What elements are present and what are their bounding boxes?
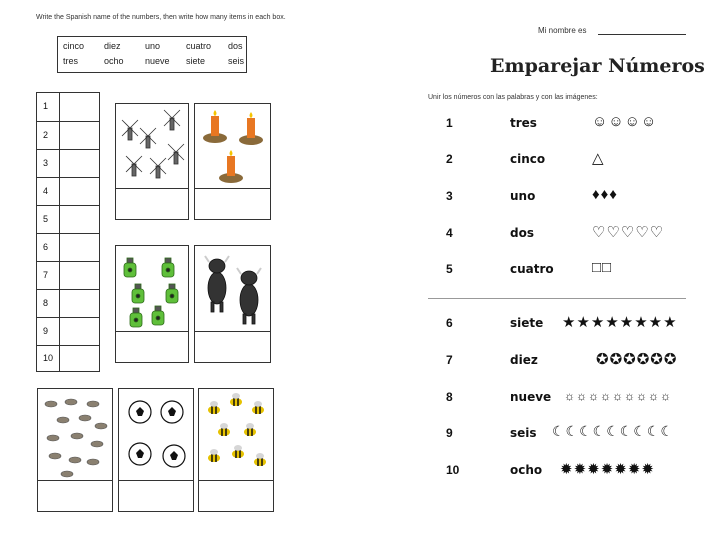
match-number: 8 bbox=[446, 390, 453, 404]
match-number: 7 bbox=[446, 353, 453, 367]
triangle-icon: △ bbox=[592, 150, 605, 167]
table-row bbox=[37, 149, 99, 177]
windmills-picture bbox=[120, 108, 186, 186]
row-number: 9 bbox=[43, 326, 49, 336]
table-row bbox=[37, 205, 99, 233]
windmills-box bbox=[115, 103, 189, 220]
table-row bbox=[37, 93, 99, 121]
match-row bbox=[440, 226, 700, 246]
match-number: 1 bbox=[446, 116, 453, 130]
match-word: diez bbox=[510, 353, 538, 367]
match-word: cinco bbox=[510, 152, 546, 166]
table-row bbox=[37, 317, 99, 345]
row-number: 6 bbox=[43, 242, 49, 252]
word-bank bbox=[57, 36, 247, 73]
table-row bbox=[37, 177, 99, 205]
candles-picture bbox=[199, 108, 268, 186]
heart-icon: ♡♡♡♡♡ bbox=[592, 224, 665, 241]
word-bank-word: cuatro bbox=[186, 41, 212, 51]
match-row bbox=[440, 423, 700, 446]
match-row bbox=[440, 390, 700, 410]
table-row bbox=[37, 233, 99, 261]
bulls-picture bbox=[199, 250, 268, 330]
splat-icon: ✹✹✹✹✹✹✹ bbox=[560, 461, 655, 478]
match-word: ocho bbox=[510, 463, 543, 477]
answer-blank[interactable] bbox=[38, 480, 112, 511]
match-word: dos bbox=[510, 226, 534, 240]
match-word: seis bbox=[510, 426, 537, 440]
match-number: 9 bbox=[446, 426, 453, 440]
moon-icon: ☾☾☾☾☾☾☾☾☾ bbox=[552, 423, 674, 439]
candles-box bbox=[194, 103, 271, 220]
answer-blank[interactable] bbox=[199, 480, 273, 511]
match-number: 3 bbox=[446, 189, 453, 203]
match-word: cuatro bbox=[510, 262, 554, 276]
name-blank[interactable] bbox=[598, 34, 686, 35]
word-bank-word: dos bbox=[228, 41, 243, 51]
soccer-balls-box bbox=[118, 388, 194, 512]
sun-icon: ☼☼☼☼☼☼☼☼☼ bbox=[564, 389, 672, 403]
row-number: 2 bbox=[43, 130, 49, 140]
table-row bbox=[37, 345, 99, 371]
table-row bbox=[37, 121, 99, 149]
match-row bbox=[440, 259, 700, 282]
word-bank-word: siete bbox=[186, 56, 206, 66]
row-number: 4 bbox=[43, 186, 49, 196]
bees-picture bbox=[202, 392, 272, 480]
bees-box bbox=[198, 388, 274, 512]
word-bank-word: seis bbox=[228, 56, 245, 66]
word-bank-word: nueve bbox=[145, 56, 170, 66]
left-instructions: Write the Spanish name of the numbers, then write how many items in each box. bbox=[36, 14, 286, 21]
star-icon: ★★★★★★★★ bbox=[562, 314, 678, 331]
match-row bbox=[440, 186, 700, 209]
row-number: 3 bbox=[43, 158, 49, 168]
match-row bbox=[440, 353, 700, 373]
answer-blank[interactable] bbox=[116, 188, 188, 219]
answer-blank[interactable] bbox=[116, 331, 188, 362]
right-instructions: Unir los números con las palabras y con las imágenes: bbox=[428, 94, 598, 101]
flies-picture bbox=[41, 392, 111, 480]
word-bank-word: uno bbox=[145, 41, 161, 51]
match-row bbox=[440, 463, 700, 483]
number-answer-table bbox=[36, 92, 100, 372]
diamond-icon: ♦♦♦ bbox=[592, 186, 618, 203]
ring-icon: ✪✪✪✪✪✪ bbox=[596, 351, 678, 368]
word-bank-word: ocho bbox=[104, 56, 124, 66]
poison-bottles-picture bbox=[120, 250, 186, 330]
match-row bbox=[440, 113, 700, 136]
smiley-icon: ☺☺☺☺ bbox=[592, 113, 658, 130]
answer-blank[interactable] bbox=[195, 188, 270, 219]
square-icon: □□ bbox=[592, 259, 613, 276]
row-number: 8 bbox=[43, 298, 49, 308]
bulls-box bbox=[194, 245, 271, 363]
word-bank-word: tres bbox=[63, 56, 79, 66]
word-bank-word: diez bbox=[104, 41, 121, 51]
row-number: 10 bbox=[43, 353, 54, 363]
match-word: uno bbox=[510, 189, 536, 203]
flies-box bbox=[37, 388, 113, 512]
match-number: 5 bbox=[446, 262, 453, 276]
match-number: 6 bbox=[446, 316, 453, 330]
poison-bottles-box bbox=[115, 245, 189, 363]
answer-blank[interactable] bbox=[195, 331, 270, 362]
match-word: siete bbox=[510, 316, 544, 330]
table-row bbox=[37, 289, 99, 317]
name-label: Mi nombre es bbox=[538, 26, 587, 35]
match-word: tres bbox=[510, 116, 537, 130]
match-row bbox=[440, 316, 700, 336]
divider bbox=[428, 298, 686, 299]
match-number: 4 bbox=[446, 226, 453, 240]
table-row bbox=[37, 261, 99, 289]
row-number: 1 bbox=[43, 101, 49, 111]
match-number: 2 bbox=[446, 152, 453, 166]
match-row bbox=[440, 152, 700, 172]
row-number: 5 bbox=[43, 214, 49, 224]
soccer-balls-picture bbox=[122, 392, 192, 480]
match-word: nueve bbox=[510, 390, 552, 404]
row-number: 7 bbox=[43, 270, 49, 280]
answer-blank[interactable] bbox=[119, 480, 193, 511]
word-bank-word: cinco bbox=[63, 41, 85, 51]
match-number: 10 bbox=[446, 463, 460, 477]
page-title: Emparejar Números bbox=[490, 55, 705, 77]
